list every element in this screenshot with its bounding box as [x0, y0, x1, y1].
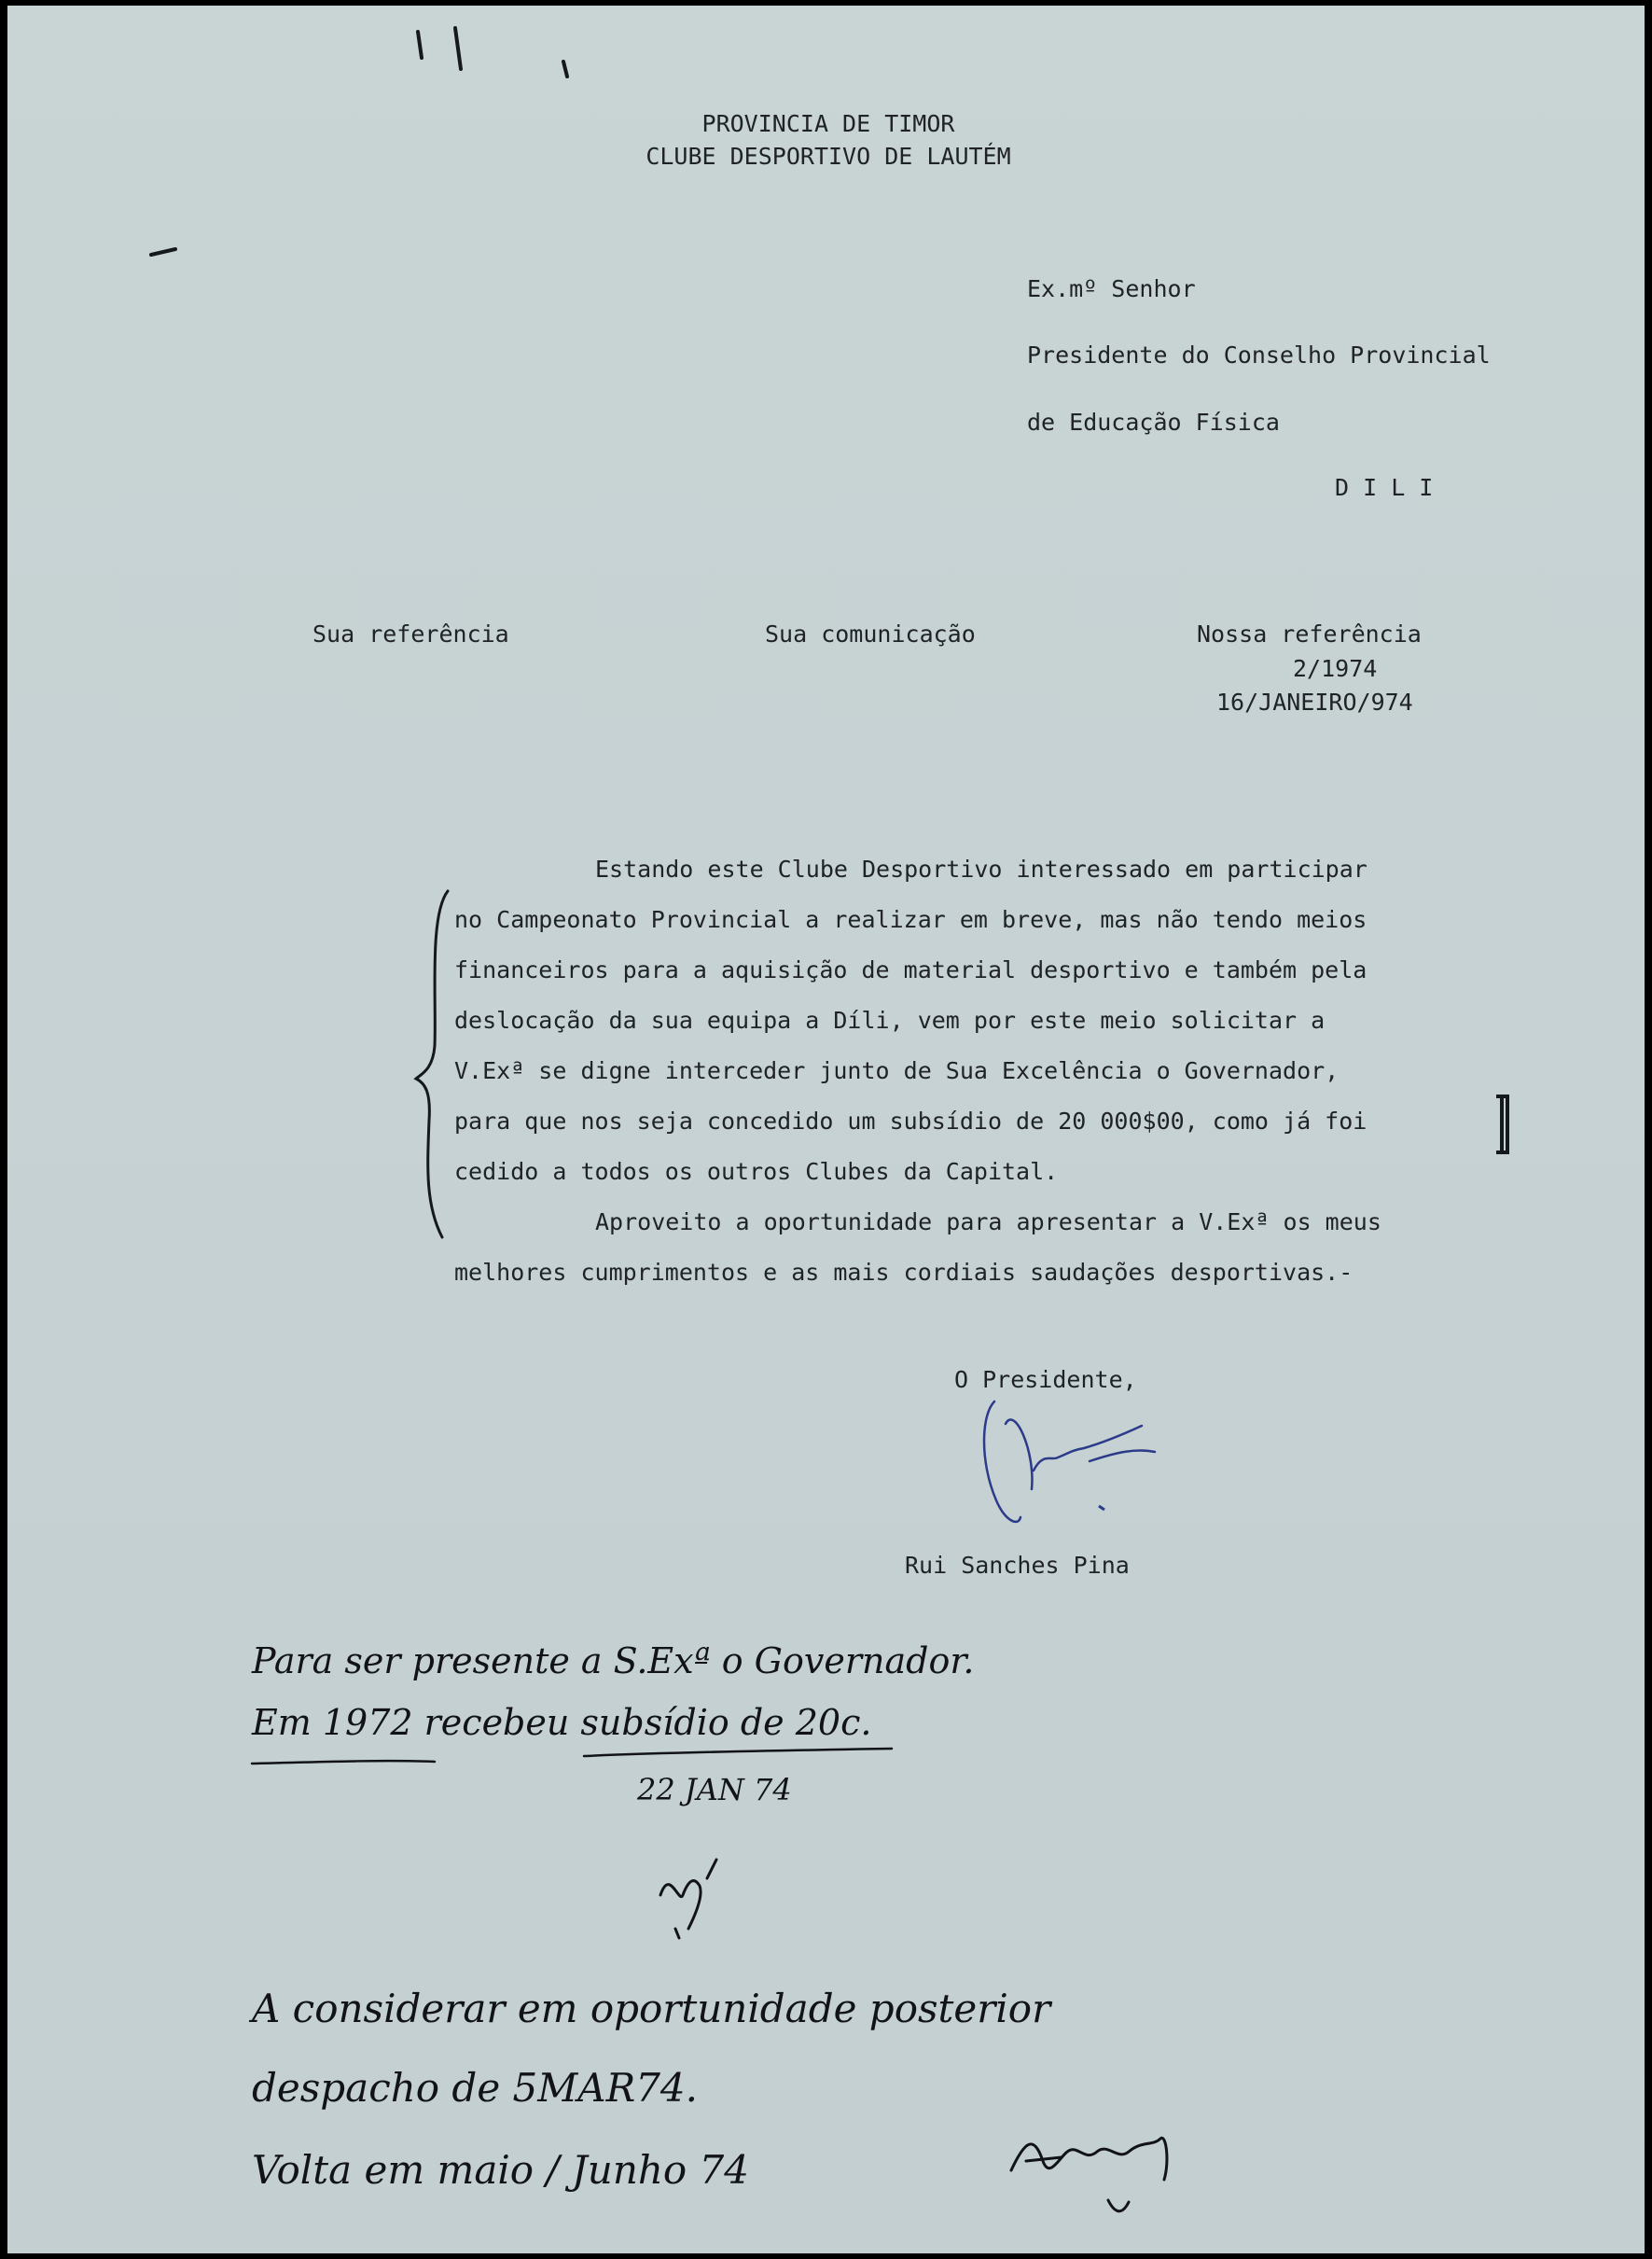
body-line: Aproveito a oportunidade para apresentar a V.Exª os meus [595, 1208, 1381, 1235]
president-signature [978, 1396, 1164, 1536]
body-line: melhores cumprimentos e as mais cordiais saudações desportivas.- [454, 1259, 1354, 1286]
closing: O Presidente, [954, 1366, 1137, 1393]
sua-referencia-label: Sua referência [312, 621, 509, 648]
body-line: no Campeonato Provincial a realizar em breve, mas não tendo meios [454, 906, 1367, 933]
annotation-line4: A considerar em oportunidade posterior [252, 1986, 1051, 2031]
reference-date: 16/JANEIRO/974 [1216, 689, 1413, 716]
letterhead-club: CLUBE DESPORTIVO DE LAUTÉM [646, 143, 1011, 170]
annotation-underline [248, 1747, 901, 1775]
stray-marks [409, 24, 595, 80]
reference-number: 2/1974 [1293, 655, 1378, 682]
annotation-date: 22 JAN 74 [637, 1772, 792, 1807]
margin-bracket-mark [1491, 1093, 1519, 1158]
annotation-line2: Em 1972 recebeu subsídio de 20c. [252, 1702, 872, 1743]
signatory-name: Rui Sanches Pina [905, 1552, 1130, 1579]
annotation-line1: Para ser presente a S.Exª o Governador. [252, 1640, 975, 1681]
annotation-line6: Volta em maio / Junho 74 [252, 2147, 749, 2193]
recipient-title-line1: Presidente do Conselho Provincial [1027, 342, 1491, 369]
body-line: V.Exª se digne interceder junto de Sua Excelência o Governador, [454, 1057, 1340, 1084]
body-line: deslocação da sua equipa a Díli, vem por este meio solicitar a [454, 1007, 1326, 1034]
body-line: para que nos seja concedido um subsídio de 20 000$00, como já foi [454, 1108, 1367, 1135]
letterhead-province: PROVINCIA DE TIMOR [701, 110, 955, 137]
document-page [7, 6, 1645, 2253]
annotation-line5: despacho de 5MAR74. [252, 2065, 698, 2111]
annotation-signature [1006, 2124, 1183, 2226]
body-line: Estando este Clube Desportivo interessado em participar [595, 856, 1367, 883]
recipient-title-line2: de Educação Física [1027, 409, 1280, 436]
initials-mark [651, 1858, 735, 1942]
recipient-salutation: Ex.mº Senhor [1027, 275, 1196, 302]
sua-comunicacao-label: Sua comunicação [765, 621, 976, 648]
body-line: cedido a todos os outros Clubes da Capital. [454, 1158, 1059, 1185]
nossa-referencia-label: Nossa referência [1197, 621, 1422, 648]
body-line: financeiros para a aquisição de material desportivo e também pela [454, 956, 1367, 983]
recipient-city: D I L I [1335, 474, 1434, 501]
stray-mark-left [147, 244, 185, 262]
margin-brace-mark [409, 887, 465, 1242]
